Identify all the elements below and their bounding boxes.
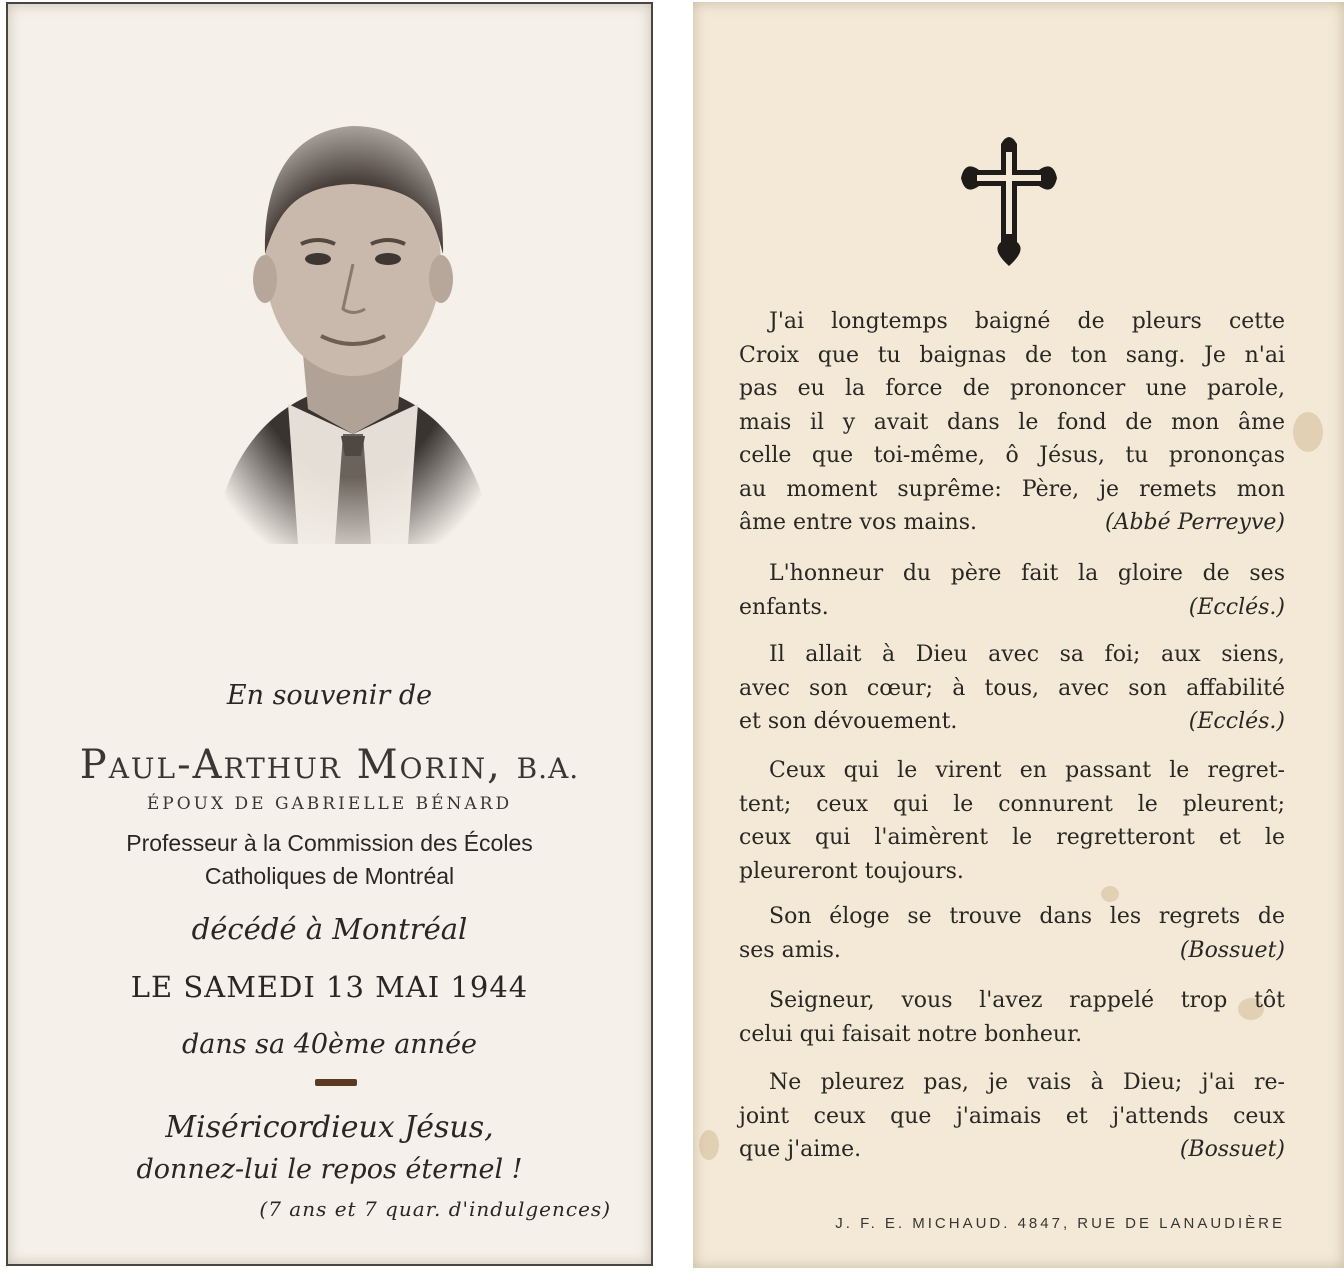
age-line: dans sa 40ème année [181,1029,478,1060]
quote-line: Ne pleurez pas, je vais à Dieu; j'ai re- [769,1070,1285,1095]
quote-line: que j'aime. [739,1137,862,1162]
quote-line: et son dévouement. [739,709,958,734]
quote-line: tent; ceux qui le connurent le pleurent; [739,791,1285,817]
quote-line: Il allait à Dieu avec sa foi; aux siens, [769,642,1285,667]
quote-line: J'ai longtemps baigné de pleurs cette [769,309,1285,334]
quote-5 [739,900,1285,967]
quote-line: joint ceux que j'aimais et j'attends ceux [739,1103,1285,1129]
quote-last-line [739,1018,1285,1052]
quote-attribution: (Bossuet) [1179,1137,1285,1162]
quote-last-line [739,934,1285,968]
divider [315,1079,357,1086]
quote-line: avec son cœur; à tous, avec son affabilité [739,675,1285,701]
quote-line: pas eu la force de prononcer une parole, [739,376,1285,401]
quote-line: au moment suprême: Père, je remets mon [739,476,1285,502]
quote-line: Croix que tu baignas de ton sang. Je n'ai [739,342,1285,368]
quote-3 [739,638,1285,739]
quote-attribution: (Ecclés.) [1188,594,1285,620]
ornate-cross-icon [961,130,1057,266]
stain [699,1130,719,1160]
death-place: décédé à Montréal [191,912,468,946]
card-front [6,2,653,1266]
name-text: Paul-Arthur Morin, [79,742,502,788]
profession-line-2: Catholiques de Montréal [204,863,455,889]
deceased-name [8,742,651,788]
quote-attribution: (Bossuet) [1179,937,1285,963]
spouse-line: ÉPOUX DE GABRIELLE BÉNARD [146,794,513,814]
quote-line: L'honneur du père fait la gloire de ses [769,561,1285,586]
quote-line: Son éloge se trouve dans les regrets de [769,904,1285,929]
quote-line: ses amis. [739,937,841,963]
quote-line: celle que toi-même, ô Jésus, tu prononças [739,443,1285,468]
quote-line: ceux qui l'aimèrent le regretteront et le [739,825,1285,850]
quote-attribution: (Ecclés.) [1188,709,1285,734]
quote-last-line [739,506,1285,540]
quote-attribution: (Abbé Perreyve) [1105,510,1285,535]
quote-line: celui qui faisait notre bonheur. [739,1021,1083,1047]
card-back [693,2,1344,1268]
degree-text: B.A. [516,752,580,785]
quote-line: Ceux qui le virent en passant le regret- [769,758,1285,783]
quote-6 [739,984,1285,1051]
quote-line: enfants. [739,594,829,620]
in-memory-heading: En souvenir de [226,680,433,711]
stain [1293,412,1323,452]
quote-last-line [739,591,1285,625]
indulgence-note: (7 ans et 7 quar. d'indulgences) [259,1197,611,1221]
quote-line: Seigneur, vous l'avez rappelé trop tôt [769,988,1285,1013]
prayer-line-2: donnez-lui le repos éternel ! [136,1154,523,1185]
quote-2 [739,557,1285,624]
quote-7 [739,1066,1285,1167]
quote-1 [739,305,1285,540]
quote-line: pleureront toujours. [739,858,964,884]
quote-last-line [739,1133,1285,1167]
quote-line: mais il y avait dans le fond de mon âme [739,409,1285,435]
quote-last-line [739,705,1285,739]
portrait-photo [193,104,513,554]
profession-line-1: Professeur à la Commission des Écoles [126,830,533,856]
quote-4 [739,754,1285,888]
quote-last-line [739,855,1285,889]
quote-line: âme entre vos mains. [739,510,977,535]
death-date: LE SAMEDI 13 MAI 1944 [130,970,529,1004]
prayer-line-1: Miséricordieux Jésus, [165,1110,494,1145]
printer-imprint: J. F. E. MICHAUD. 4847, RUE DE LANAUDIÈRE [835,1215,1285,1232]
